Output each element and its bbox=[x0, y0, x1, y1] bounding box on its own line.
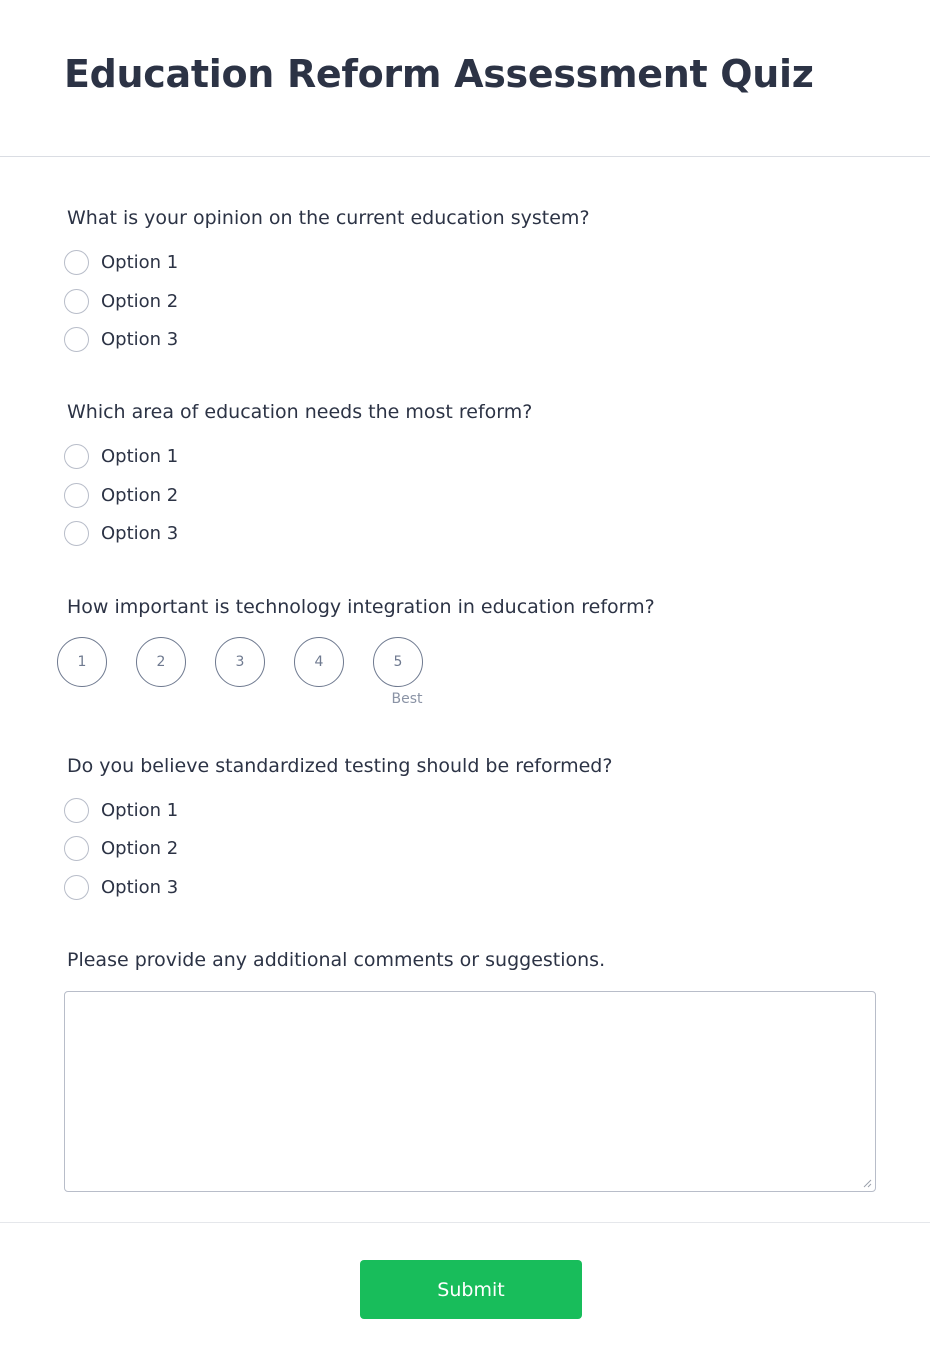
resize-grip-icon[interactable] bbox=[862, 1178, 872, 1188]
option-label: Option 1 bbox=[101, 251, 179, 273]
q1-option-3[interactable] bbox=[64, 326, 178, 352]
option-label: Option 2 bbox=[101, 290, 179, 312]
q4-option-1[interactable] bbox=[64, 797, 178, 823]
scale-rating-1[interactable]: 1 bbox=[57, 637, 107, 687]
submit-button[interactable]: Submit bbox=[360, 1260, 582, 1319]
comments-textarea[interactable] bbox=[64, 991, 876, 1192]
radio-button[interactable] bbox=[64, 289, 89, 314]
question-1-label: What is your opinion on the current education system? bbox=[67, 207, 590, 229]
radio-button[interactable] bbox=[64, 521, 89, 546]
option-label: Option 3 bbox=[101, 328, 179, 350]
radio-button[interactable] bbox=[64, 250, 89, 275]
radio-button[interactable] bbox=[64, 444, 89, 469]
footer-divider bbox=[0, 1222, 930, 1223]
scale-best-caption: Best bbox=[391, 691, 423, 707]
page-title: Education Reform Assessment Quiz bbox=[64, 52, 814, 96]
q2-option-2[interactable] bbox=[64, 482, 178, 508]
form-header bbox=[0, 0, 930, 157]
option-label: Option 1 bbox=[101, 799, 179, 821]
option-label: Option 1 bbox=[101, 445, 179, 467]
option-label: Option 3 bbox=[101, 876, 179, 898]
scale-rating-4[interactable]: 4 bbox=[294, 637, 344, 687]
q4-option-2[interactable] bbox=[64, 835, 178, 861]
option-label: Option 2 bbox=[101, 837, 179, 859]
radio-button[interactable] bbox=[64, 875, 89, 900]
q2-option-3[interactable] bbox=[64, 520, 178, 546]
question-4-label: Do you believe standardized testing should be reformed? bbox=[67, 755, 613, 777]
option-label: Option 2 bbox=[101, 484, 179, 506]
question-3-label: How important is technology integration in education reform? bbox=[67, 596, 655, 618]
option-label: Option 3 bbox=[101, 522, 179, 544]
scale-rating-5[interactable]: 5 bbox=[373, 637, 423, 687]
q4-option-3[interactable] bbox=[64, 874, 178, 900]
radio-button[interactable] bbox=[64, 483, 89, 508]
radio-button[interactable] bbox=[64, 836, 89, 861]
radio-button[interactable] bbox=[64, 798, 89, 823]
scale-rating-2[interactable]: 2 bbox=[136, 637, 186, 687]
question-2-label: Which area of education needs the most reform? bbox=[67, 401, 533, 423]
q1-option-1[interactable] bbox=[64, 249, 178, 275]
radio-button[interactable] bbox=[64, 327, 89, 352]
scale-rating-3[interactable]: 3 bbox=[215, 637, 265, 687]
question-5-label: Please provide any additional comments or suggestions. bbox=[67, 949, 606, 971]
q1-option-2[interactable] bbox=[64, 288, 178, 314]
q2-option-1[interactable] bbox=[64, 443, 178, 469]
